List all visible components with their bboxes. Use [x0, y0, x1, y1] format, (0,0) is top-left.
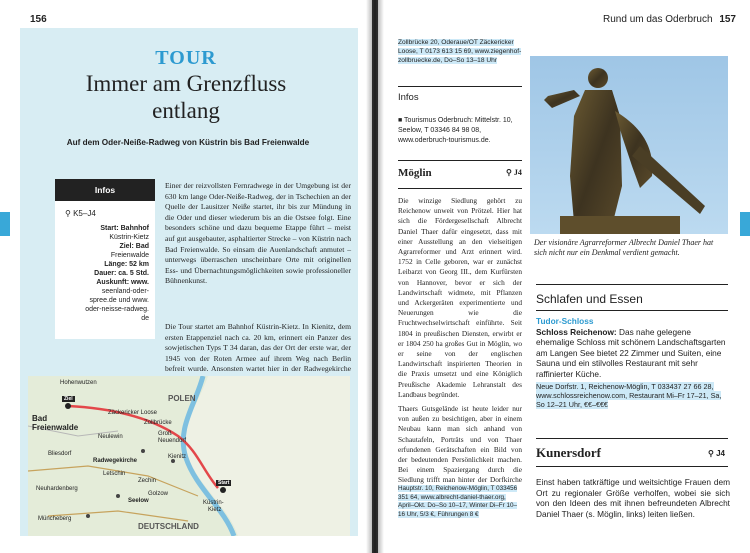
infos-box: [55, 179, 155, 339]
tour-text-middle: [165, 322, 351, 376]
map-label: Küstrin-: [203, 500, 224, 506]
tudor-entry: [536, 316, 726, 409]
infos-line: Freienwalde: [110, 252, 149, 259]
infos-line: Dauer: ca. 5 Std.: [94, 270, 149, 277]
tour-paragraph-2: Die Tour startet am Bahnhof Küstrin-Kietz. In Kienitz, dem ersten Etappenziel nach ca. 20 km, erinnert ein Panzer des sowjetischen Typs T 34 daran, das der Ort der erste war, der 1945 von der Roten Armee auf ihrem Weg nach Berlin befreit wurde. Ansonsten wartet hier in der Radwegekirche: [165, 322, 351, 374]
kunersdorf-ref-text: J4: [716, 449, 725, 458]
infos-heading: Infos: [55, 179, 155, 201]
left-page: [0, 0, 372, 553]
moeglin-text: [398, 196, 522, 484]
running-head: [603, 14, 736, 25]
map-label: Bliesdorf: [48, 451, 72, 457]
statue-illustration: [530, 56, 728, 234]
moeglin-address-text: Hauptstr. 10, Reichenow-Möglin, T 033456 351 64, www.albrecht-daniel-thaer.org, April–Okt. Do–So 10–17, Winter Di–Fr 10–16 Uhr, 5/3 €, Führungen 8 €: [398, 485, 518, 518]
bullet-icon: ■: [398, 117, 405, 124]
map-label: Kietz: [208, 507, 222, 513]
map-label: Zechin: [138, 478, 157, 484]
infos-line: Küstrin-Kietz: [109, 234, 149, 241]
infos-line: de: [141, 315, 149, 322]
map-label: Bad: [32, 414, 48, 423]
moeglin-address: [398, 485, 522, 519]
kunersdorf-ref: [708, 449, 725, 458]
page-number-left: 156: [30, 14, 47, 25]
divider: [536, 466, 728, 467]
map-label: Hohenwutzen: [60, 380, 97, 386]
page-number-right: 157: [719, 14, 736, 25]
infos-heading-right: Infos: [398, 92, 419, 103]
map-label: POLEN: [168, 394, 196, 403]
infos-line: oder-neisse-radweg.: [85, 306, 149, 313]
tudor-address: [536, 382, 726, 410]
tudor-name: Tudor-Schloss: [536, 316, 594, 326]
infos-location-text: K5–J4: [73, 209, 96, 218]
infos-line: spree.de und www.: [89, 297, 149, 304]
map-label: Golzow: [148, 491, 169, 497]
kunersdorf-heading: Kunersdorf: [536, 445, 601, 460]
map-label: Radwegekirche: [93, 458, 138, 464]
tour-title: [60, 70, 312, 124]
infos-line: Länge: 52 km: [104, 261, 149, 268]
tour-label: TOUR: [155, 47, 217, 69]
tudor-text: Das nahe gelegene ehemalige Schloss mit schönem Landschaftsgarten am Langen See bietet 22 Zimmer und Suiten, eine Sauna und ein stilvolles Restaurant mit sehr raffinierter Küche.: [536, 326, 726, 379]
infos-text-right-body: Tourismus Oderbruch: Mittelstr. 10, Seelow, T 03346 84 98 08, www.oderbruch-tourismus.de.: [398, 117, 513, 144]
divider: [398, 86, 522, 87]
edge-tab-left: [0, 212, 10, 236]
map-label: Kienitz: [168, 454, 187, 460]
tour-title-line1: Immer am Grenzfluss: [85, 71, 287, 96]
top-address-text: Zollbrücke 20, Oderaue/OT Zäckericker Loose, T 0173 613 15 69, www.ziegenhof-zollbruecke.de, Do–So 13–18 Uhr: [398, 39, 522, 64]
book-gutter: [366, 0, 384, 553]
map-end-badge: Ziel: [64, 396, 73, 402]
map-label: Zäckericker Loose: [108, 410, 158, 416]
map-label: Neulewin: [98, 434, 123, 440]
divider: [536, 284, 728, 285]
photo-caption: Der visionäre Agrarreformer Albrecht Daniel Thaer hat sich nicht nur ein Denkmal verdient gemacht.: [534, 238, 714, 257]
moeglin-ref: [506, 168, 522, 177]
divider: [536, 438, 728, 439]
map-label: DEUTSCHLAND: [138, 522, 199, 531]
map-label: Zollbrücke: [144, 420, 172, 426]
tudor-address-text: Neue Dorfstr. 1, Reichenow-Möglin, T 033437 27 66 28, www.schlossreichenow.com, Restaurant Mi–Fr 17–21, Sa, So 12–21 Uhr, €€–€€€: [536, 381, 722, 409]
tudor-description: [536, 327, 726, 380]
route-map: [28, 376, 350, 536]
moeglin-ref-text: J4: [513, 168, 522, 177]
map-label: Müncheberg: [38, 516, 72, 522]
map-label: Freienwalde: [32, 423, 79, 432]
map-start-badge: Start: [218, 480, 230, 486]
infos-line: Ziel: Bad: [119, 243, 149, 250]
divider: [398, 160, 522, 161]
tudor-bold: Schloss Reichenow:: [536, 326, 617, 337]
statue-photo: [530, 56, 728, 234]
infos-text-right: [398, 116, 522, 146]
moeglin-heading: Möglin: [398, 167, 432, 179]
tour-paragraph-1: Einer der reizvollsten Fernradwege in der Umgebung ist der 630 km lange Oder-Neiße-Radweg, der in Tschechien an der Quelle der Lausitzer Neiße startet, ihr bis zur Mündung in die Oder und dieser wiederum bis an die Ostsee folgt. Eine besonders schöne und dazu bequeme Etappe führt – meist auf gut ausgebauter, asphaltierter Strecke – von Küstrin nach Bad Freienwalde. So einsam die Auenlandschaft anmutet – unterwegs überraschen unscheinbare Orte mit originellen Ess- und Übernachtungsmöglichkeiten sowie professioneller Bühnenkunst.: [165, 181, 351, 286]
moeglin-paragraph-1: Die winzige Siedlung gehört zu Reichenow unweit von Prötzel. Hier hat sich die Fördergesellschaft Albrecht Daniel Thaer dafür eingesetzt, dass mit einer Ausstellung an den vielseitigen Agrarreformer und Arzt erinnert wird. 1752 in Celle geboren, war er zunächst Leibarzt von Georg III., dem Kurfürsten von Hannover, bevor er sich der Landwirtschaft widmete, mit Pflanzen und Ackergeräten experimentierte und Neuerungen wie die Fruchtwechselwirtschaft einführte. Seit 1804 in preußischen Diensten, erwirbt er er 1804 250 ha großes Gut in Möglin, wo er seine von der englischen Landwirtschaft inspirierten Theorien in die Praxis umsetzt und eine Königlich Preußische Akademie Lehranstalt des Landbaus begründet.: [398, 196, 522, 399]
infos-line: Auskunft: www.: [96, 279, 149, 286]
edge-tab-right: [740, 212, 750, 236]
map-label: Seelow: [128, 498, 149, 504]
tour-text-top: [165, 181, 351, 297]
tour-title-line2: entlang: [152, 98, 220, 123]
map-pin-icon: ⚲: [65, 209, 71, 218]
kunersdorf-text: Einst haben tatkräftige und weitsichtige Frauen dem Ort zu regionaler Größe verholfen, wobei sie sich von den Ideen des mit ihnen befreundeten Albrecht Daniel Thaer (s. Möglin, links) leiten ließen.: [536, 477, 730, 519]
map-pin-icon: ⚲: [708, 449, 714, 458]
tour-subtitle: Auf dem Oder-Neiße-Radweg von Küstrin bis Bad Freienwalde: [66, 138, 310, 147]
map-label: Groß: [158, 431, 172, 437]
running-head-title: Rund um das Oderbruch: [603, 14, 713, 25]
map-label: Letschin: [103, 471, 126, 477]
map-pin-icon: ⚲: [506, 168, 512, 177]
schlafen-heading: Schlafen und Essen: [536, 292, 643, 306]
divider: [398, 188, 522, 189]
infos-body: [55, 222, 155, 323]
map-label: Neuhardenberg: [36, 486, 78, 492]
infos-line: seenland-oder-: [101, 288, 149, 295]
moeglin-paragraph-2: Thaers Gutsgelände ist heute leider nur von außen zu besichtigen, aber in einem Neubau kann man sich anhand von Schautafeln, Porträts und von Thaer erfundenen Gerätschaften ein Bild von der bedeutenden Persönlichkeit machen. Bei einem Spaziergang durch die Siedlung trifft man hinter der Dorfkirche: [398, 404, 522, 484]
map-label: Neuendorf: [158, 438, 187, 444]
infos-location: [55, 201, 155, 222]
infos-line: Start: Bahnhof: [100, 225, 149, 232]
divider: [536, 310, 728, 311]
top-address: [398, 38, 522, 65]
